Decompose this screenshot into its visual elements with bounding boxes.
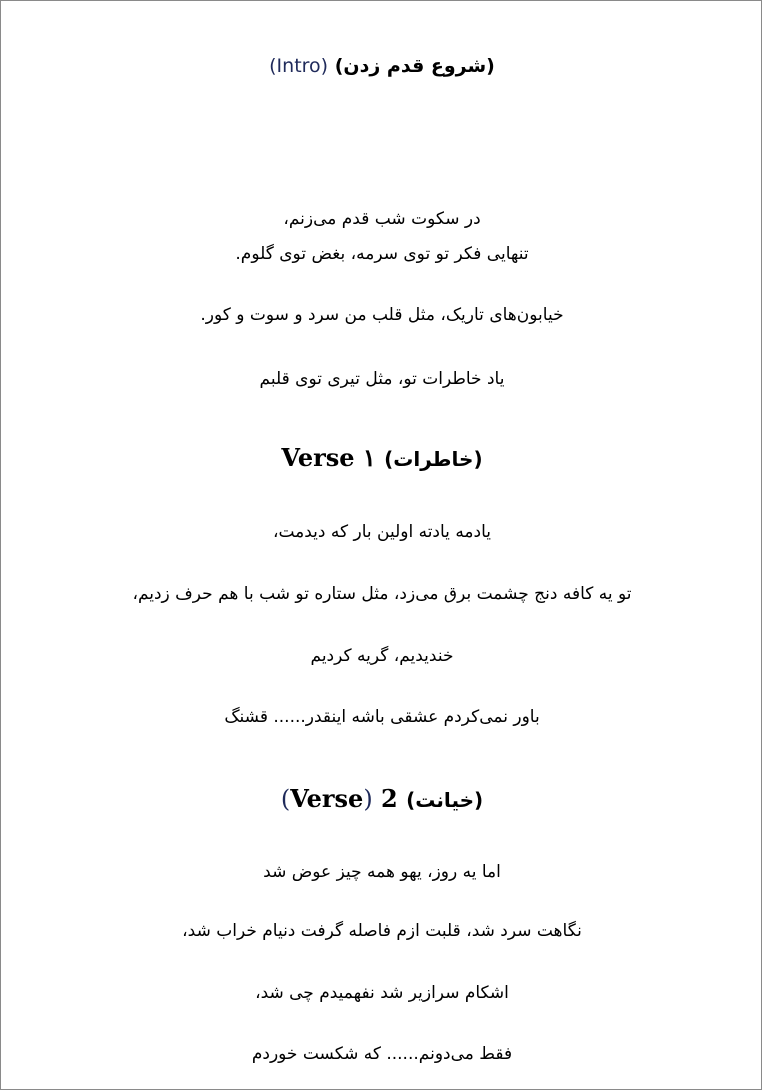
verse1-line-1: یادمه یادته اولین بار که دیدمت، [272, 522, 492, 542]
verse1-heading-en: Verse ۱ [281, 443, 376, 472]
verse2-line-1: اما یه روز، یهو همه چیز عوض شد [263, 862, 501, 882]
verse1-line-4: باور نمی‌کردم عشقی باشه اینقدر...... قشنگ [224, 707, 540, 727]
verse1-line-2: تو یه کافه دنج چشمت برق می‌زد، مثل ستاره تو شب با هم حرف زدیم، [132, 584, 632, 604]
verse2-line-2: نگاهت سرد شد، قلبت ازم فاصله گرفت دنیام خراب شد، [182, 921, 582, 941]
verse2-heading-num: 2 [381, 784, 398, 813]
verse2-heading-paren-open: ( [280, 785, 291, 813]
intro-line-4: یاد خاطرات تو، مثل تیری توی قلبم [259, 369, 505, 389]
verse2-heading-en: Verse [290, 784, 364, 813]
verse2-heading [1, 784, 763, 813]
intro-heading-fa: (شروع قدم زدن) [334, 55, 495, 77]
verse1-line-3: خندیدیم، گریه کردیم [310, 646, 454, 666]
intro-heading [1, 55, 763, 77]
intro-heading-en: (Intro) [269, 55, 329, 77]
intro-line-3: خیابون‌های تاریک، مثل قلب من سرد و سوت و کور. [200, 305, 564, 325]
verse1-heading [1, 443, 763, 472]
verse2-heading-fa: (خیانت) [406, 788, 484, 812]
intro-line-2: تنهایی فکر تو توی سرمه، بغض توی گلوم. [235, 244, 529, 264]
verse1-heading-fa: (خاطرات) [384, 447, 483, 471]
verse2-line-4: فقط می‌دونم...... که شکست خوردم [251, 1044, 513, 1064]
verse2-heading-paren-close: ) [363, 785, 373, 813]
intro-line-1: در سکوت شب قدم می‌زنم، [283, 209, 481, 229]
verse2-line-3: اشکام سرازیر شد نفهمیدم چی شد، [255, 983, 509, 1003]
verse2-heading-en-group [281, 784, 373, 813]
